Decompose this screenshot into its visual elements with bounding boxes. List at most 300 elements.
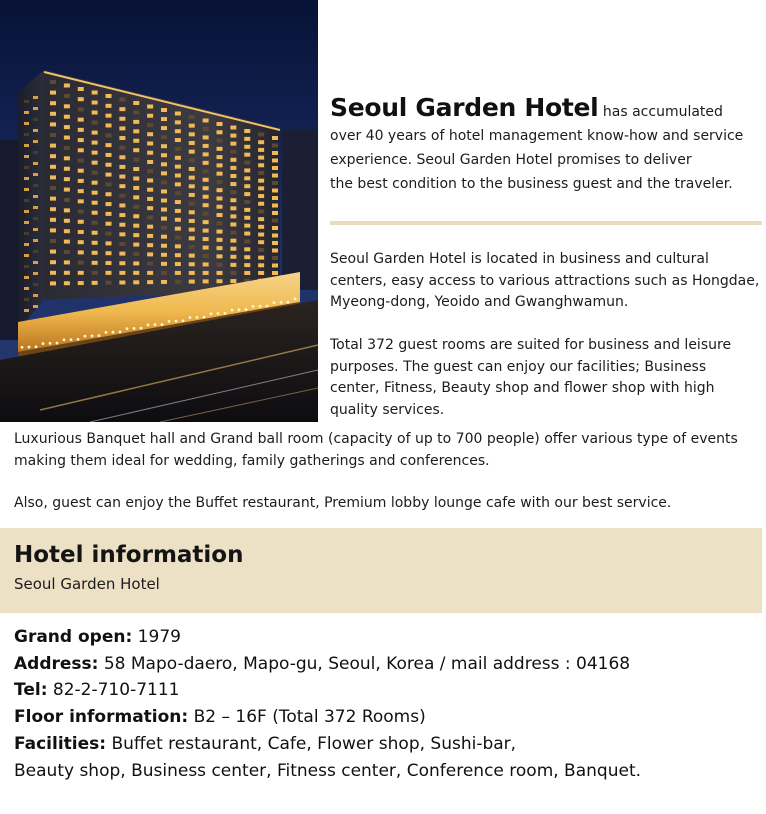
window-light [203, 195, 209, 199]
window-light [106, 143, 112, 147]
window-light [258, 163, 264, 167]
window-light [147, 280, 153, 284]
window-light [272, 204, 278, 208]
podium-light [112, 331, 115, 334]
window-light [230, 190, 236, 194]
window-light [64, 250, 70, 254]
window-light [147, 252, 153, 256]
window-light [106, 271, 112, 275]
window-light [33, 140, 38, 143]
window-light [203, 254, 209, 258]
window-light [106, 104, 112, 108]
floor-row [14, 704, 759, 731]
window-light [161, 189, 167, 193]
window-light [175, 227, 181, 231]
window-light [230, 271, 236, 275]
window-light [272, 174, 278, 178]
window-light [106, 212, 112, 216]
window-light [119, 117, 125, 121]
window-light [203, 119, 209, 123]
window-light [133, 214, 139, 218]
window-light [258, 225, 264, 229]
window-light [244, 161, 250, 165]
window-light [78, 230, 84, 234]
window-light [24, 133, 29, 136]
facilities-row [14, 731, 759, 758]
podium-light [42, 342, 45, 345]
window-light [33, 162, 38, 165]
window-light [106, 222, 112, 226]
window-light [133, 177, 139, 181]
window-light [50, 228, 56, 232]
window-light [133, 167, 139, 171]
window-light [161, 180, 167, 184]
window-light [33, 184, 38, 187]
window-light [92, 151, 98, 155]
window-light [258, 217, 264, 221]
window-light [147, 262, 153, 266]
hotel-photo [0, 0, 318, 422]
window-light [258, 256, 264, 260]
window-light [258, 179, 264, 183]
window-light [78, 169, 84, 173]
podium-light [238, 308, 241, 311]
window-light [133, 233, 139, 237]
window-light [133, 158, 139, 162]
window-light [92, 251, 98, 255]
window-light [175, 280, 181, 284]
window-light [50, 239, 56, 243]
window-light [175, 156, 181, 160]
window-light [78, 87, 84, 91]
window-light [119, 242, 125, 246]
podium-light [77, 338, 80, 341]
window-light [189, 184, 195, 188]
window-light [133, 148, 139, 152]
window-light [64, 136, 70, 140]
podium-light [210, 312, 213, 315]
podium-light [126, 327, 129, 330]
window-light [203, 229, 209, 233]
window-light [119, 261, 125, 265]
window-light [106, 114, 112, 118]
window-light [217, 188, 223, 192]
window-light [161, 280, 167, 284]
podium-light [84, 335, 87, 338]
address-label: Address: [14, 653, 99, 674]
window-light [272, 226, 278, 230]
window-light [230, 263, 236, 267]
window-light [92, 271, 98, 275]
podium-light [175, 320, 178, 323]
window-light [189, 176, 195, 180]
window-light [119, 194, 125, 198]
hotel-details [14, 624, 759, 784]
window-light [272, 144, 278, 148]
window-light [244, 184, 250, 188]
podium-light [196, 316, 199, 319]
window-light [189, 236, 195, 240]
window-light [119, 155, 125, 159]
window-light [92, 91, 98, 95]
window-light [175, 129, 181, 133]
podium-light [147, 324, 150, 327]
window-light [133, 195, 139, 199]
window-light [272, 249, 278, 253]
window-light [161, 271, 167, 275]
window-light [92, 261, 98, 265]
podium-light [259, 305, 262, 308]
window-light [244, 232, 250, 236]
window-light [119, 223, 125, 227]
window-light [258, 140, 264, 144]
window-light [258, 148, 264, 152]
window-light [203, 169, 209, 173]
window-light [50, 122, 56, 126]
window-light [106, 163, 112, 167]
window-light [258, 209, 264, 213]
window-light [64, 260, 70, 264]
window-light [92, 281, 98, 285]
window-light [244, 192, 250, 196]
window-light [147, 197, 153, 201]
podium-light [91, 334, 94, 337]
window-light [24, 210, 29, 213]
tel-label: Tel: [14, 680, 48, 701]
window-light [258, 194, 264, 198]
window-light [50, 260, 56, 264]
window-light [106, 232, 112, 236]
window-light [175, 191, 181, 195]
window-light [244, 247, 250, 251]
window-light [161, 235, 167, 239]
window-light [106, 192, 112, 196]
window-light [78, 250, 84, 254]
window-light [258, 186, 264, 190]
hotel-information-header [0, 528, 762, 613]
window-light [50, 133, 56, 137]
window-light [175, 138, 181, 142]
window-light [230, 255, 236, 259]
window-light [189, 219, 195, 223]
rooms-paragraph: Total 372 guest rooms are suited for business and leisure purposes. The guest can enjoy our facilities; Business center, Fitness, Beauty shop and flower shop with high quality services. [330, 337, 732, 418]
window-light [161, 171, 167, 175]
window-light [203, 271, 209, 275]
window-light [258, 263, 264, 267]
window-light [203, 212, 209, 216]
intro-text-first-line: has accumulated [598, 104, 723, 120]
window-light [50, 218, 56, 222]
window-light [106, 241, 112, 245]
window-light [189, 254, 195, 258]
window-light [230, 198, 236, 202]
window-light [50, 197, 56, 201]
podium-light [154, 323, 157, 326]
window-light [119, 146, 125, 150]
window-light [119, 184, 125, 188]
window-light [272, 241, 278, 245]
window-light [217, 196, 223, 200]
window-light [92, 131, 98, 135]
window-light [24, 111, 29, 114]
window-light [78, 158, 84, 162]
window-light [230, 206, 236, 210]
window-light [217, 205, 223, 209]
window-light [203, 144, 209, 148]
window-light [64, 188, 70, 192]
floor-value: B2 – 16F (Total 372 Rooms) [188, 707, 426, 728]
intro-line: experience. Seoul Garden Hotel promises to deliver [330, 152, 692, 168]
window-light [64, 125, 70, 129]
window-light [147, 141, 153, 145]
window-light [78, 220, 84, 224]
window-light [92, 171, 98, 175]
window-light [33, 250, 38, 253]
window-light [106, 281, 112, 285]
window-light [33, 228, 38, 231]
podium-light [35, 345, 38, 348]
window-light [78, 199, 84, 203]
window-light [217, 139, 223, 143]
window-light [258, 171, 264, 175]
window-light [33, 107, 38, 110]
window-light [217, 122, 223, 126]
podium-light [28, 346, 31, 349]
window-light [92, 221, 98, 225]
window-light [147, 123, 153, 127]
window-light [78, 189, 84, 193]
window-light [230, 166, 236, 170]
window-light [106, 261, 112, 265]
window-light [24, 177, 29, 180]
window-light [175, 209, 181, 213]
window-light [78, 148, 84, 152]
window-light [244, 271, 250, 275]
window-light [78, 179, 84, 183]
window-light [50, 91, 56, 95]
window-light [203, 186, 209, 190]
window-light [161, 262, 167, 266]
window-light [230, 142, 236, 146]
window-light [175, 182, 181, 186]
podium-light [224, 312, 227, 315]
window-light [106, 202, 112, 206]
window-light [106, 133, 112, 137]
window-light [133, 243, 139, 247]
window-light [161, 108, 167, 112]
window-light [258, 248, 264, 252]
facilities-label: Facilities: [14, 733, 107, 754]
window-light [258, 240, 264, 244]
podium-light [231, 309, 234, 312]
window-light [147, 160, 153, 164]
window-light [106, 94, 112, 98]
window-light [175, 235, 181, 239]
window-light [272, 189, 278, 193]
podium-light [70, 338, 73, 341]
window-light [175, 200, 181, 204]
window-light [244, 216, 250, 220]
window-light [189, 280, 195, 284]
window-light [64, 104, 70, 108]
window-light [24, 254, 29, 257]
window-light [50, 271, 56, 275]
window-light [92, 121, 98, 125]
window-light [106, 153, 112, 157]
window-light [92, 241, 98, 245]
window-light [50, 101, 56, 105]
window-light [24, 144, 29, 147]
address-value: 58 Mapo-daero, Mapo-gu, Seoul, Korea / mail address : 04168 [98, 653, 631, 674]
window-light [175, 165, 181, 169]
window-light [244, 263, 250, 267]
window-light [161, 199, 167, 203]
address-row [14, 651, 759, 678]
window-light [24, 276, 29, 279]
window-light [217, 279, 223, 283]
window-light [78, 240, 84, 244]
window-light [33, 118, 38, 121]
window-light [33, 294, 38, 297]
window-light [147, 132, 153, 136]
window-light [203, 178, 209, 182]
window-light [244, 145, 250, 149]
window-light [64, 281, 70, 285]
window-light [133, 252, 139, 256]
window-light [78, 97, 84, 101]
window-light [189, 262, 195, 266]
window-light [92, 201, 98, 205]
window-light [133, 110, 139, 114]
window-light [161, 144, 167, 148]
window-light [64, 198, 70, 202]
window-light [50, 144, 56, 148]
window-light [147, 169, 153, 173]
window-light [24, 309, 29, 312]
window-light [133, 205, 139, 209]
window-light [106, 123, 112, 127]
window-light [272, 271, 278, 275]
window-light [119, 136, 125, 140]
window-light [161, 208, 167, 212]
window-light [119, 271, 125, 275]
window-light [92, 181, 98, 185]
window-light [230, 182, 236, 186]
window-light [147, 151, 153, 155]
grand-open-row [14, 624, 759, 651]
window-light [217, 155, 223, 159]
podium-light [266, 304, 269, 307]
window-light [203, 246, 209, 250]
window-light [230, 134, 236, 138]
window-light [272, 166, 278, 170]
window-light [33, 261, 38, 264]
window-light [175, 120, 181, 124]
intro-line: the best condition to the business guest and the traveler. [330, 176, 733, 192]
window-light [203, 279, 209, 283]
window-light [92, 231, 98, 235]
window-light [189, 271, 195, 275]
window-light [244, 168, 250, 172]
window-light [217, 172, 223, 176]
window-light [272, 159, 278, 163]
window-light [64, 219, 70, 223]
window-light [175, 112, 181, 116]
window-light [133, 280, 139, 284]
grand-open-value: 1979 [132, 627, 181, 647]
podium-light [49, 342, 52, 345]
window-light [244, 137, 250, 141]
window-light [133, 224, 139, 228]
window-light [217, 263, 223, 267]
window-light [175, 147, 181, 151]
window-light [258, 156, 264, 160]
window-light [189, 193, 195, 197]
window-light [119, 252, 125, 256]
window-light [92, 161, 98, 165]
window-light [24, 122, 29, 125]
window-light [175, 262, 181, 266]
window-light [244, 176, 250, 180]
window-light [189, 115, 195, 119]
window-light [203, 262, 209, 266]
window-light [147, 114, 153, 118]
window-light [119, 107, 125, 111]
window-light [272, 234, 278, 238]
window-light [203, 220, 209, 224]
window-light [161, 135, 167, 139]
window-light [50, 250, 56, 254]
window-light [106, 251, 112, 255]
window-light [33, 129, 38, 132]
window-light [189, 132, 195, 136]
window-light [33, 195, 38, 198]
window-light [189, 210, 195, 214]
window-light [244, 255, 250, 259]
window-light [161, 126, 167, 130]
window-light [24, 199, 29, 202]
window-light [272, 264, 278, 268]
podium-light [182, 319, 185, 322]
window-light [78, 261, 84, 265]
window-light [161, 253, 167, 257]
window-light [244, 153, 250, 157]
intro-hotel-name: Seoul Garden Hotel [330, 93, 599, 122]
window-light [147, 105, 153, 109]
window-light [119, 165, 125, 169]
window-light [189, 158, 195, 162]
window-light [92, 111, 98, 115]
window-light [217, 147, 223, 151]
window-light [258, 133, 264, 137]
window-light [272, 181, 278, 185]
window-light [217, 230, 223, 234]
window-light [161, 117, 167, 121]
window-light [119, 280, 125, 284]
window-light [119, 98, 125, 102]
window-light [272, 219, 278, 223]
window-light [244, 129, 250, 133]
window-light [50, 154, 56, 158]
window-light [258, 233, 264, 237]
window-light [50, 112, 56, 116]
window-light [147, 178, 153, 182]
podium-light [56, 342, 59, 345]
intro-line: over 40 years of hotel management know-how and service [330, 128, 744, 144]
window-light [147, 188, 153, 192]
window-light [24, 265, 29, 268]
intro-block [330, 93, 764, 196]
